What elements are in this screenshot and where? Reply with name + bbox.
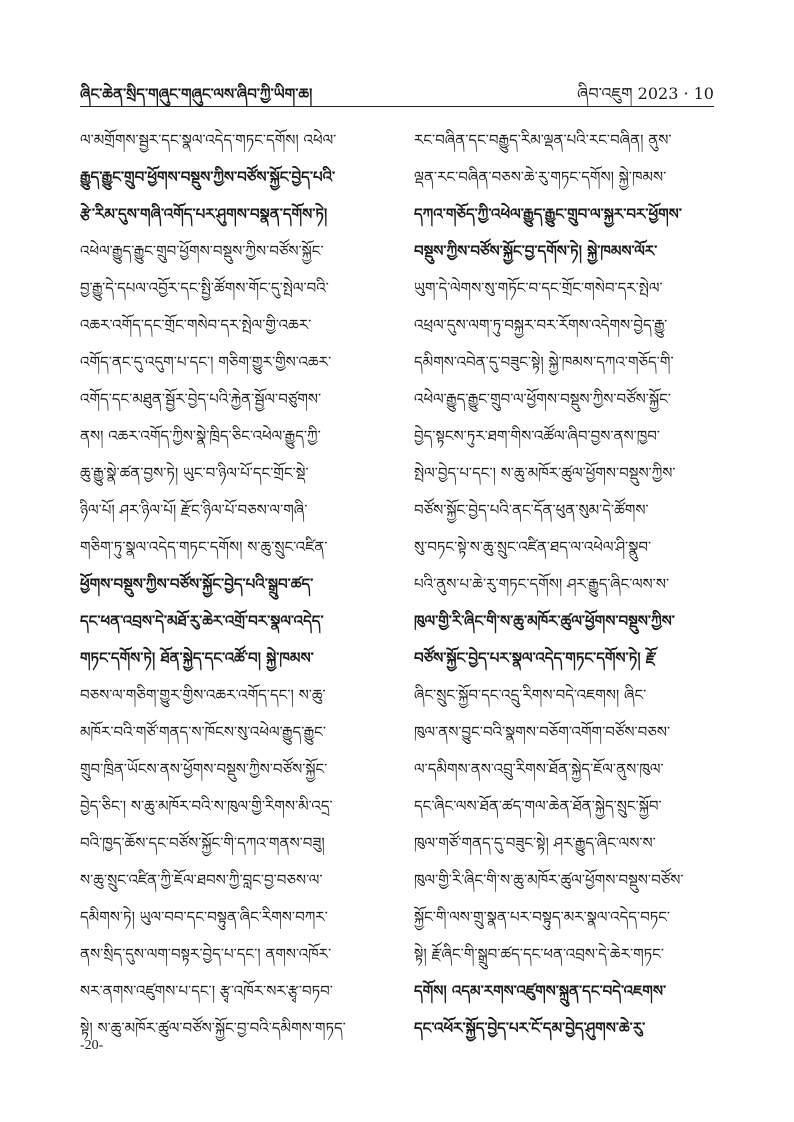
text-line: འགོད་ནང་དུ་འདུག་པ་དང་། གཅིག་གྱུར་གྱིས་འཆར་	[80, 353, 332, 371]
running-title: ཞིང་ཆེན་སྲིད་གཞུང་གཞུང་ལས་ཞིབ་ཀྱི་ཡིག་ཆ།	[80, 85, 313, 103]
text-line: སར་ནགས་འཛུགས་པ་དང་། རྩྭ་འཁོར་སར་རྩྭ་བཏབ་	[80, 982, 333, 1000]
text-line: བྱེད་ཅིང་། ས་ཆུ་མཁོར་བའི་ས་ཁུལ་གྱི་རིགས་མི་འདྲ་	[80, 797, 333, 815]
text-line: པའི་ནུས་པ་ཆེ་རུ་གཏང་དགོས། ཤར་རྒྱུད་ཞིང་ལས་ས་	[414, 575, 670, 593]
text-line: བྱ་རྒྱུ་དེ་དཔལ་འབྱོར་དང་སྤྱི་ཚོགས་གོང་དུ་སྤེལ་བའི་	[80, 279, 329, 297]
text-line: གཅིག་ཏུ་སྣལ་འདེད་གཏང་དགོས། ས་ཆུ་སྲུང་འཛིན་	[80, 538, 328, 556]
page-number: -20-	[80, 1038, 104, 1053]
text-line: ཁུལ་གྱི་རི་ཞིང་གི་ས་ཆུ་མཁོར་ཚུལ་ཕྱོགས་བསྡུས་བཙོས་	[414, 871, 684, 889]
text-line: ནས། འཆར་འགོད་ཀྱིས་སྣེ་ཁྲིད་ཅིང་འཕེལ་རྒྱུད་ཀྱི་	[80, 427, 321, 445]
text-line: དཀའ་གཅོད་ཀྱི་འཕེལ་རྒྱུད་རྒྱུང་གྲུབ་ལ་སྐྱར་བར་ཕྱོགས་	[414, 205, 682, 223]
text-line: ལ་དམིགས་ནས་འབྲུ་རིགས་ཐོན་སྐྱེད་ཇོལ་ནུས་ཁུལ་	[414, 760, 664, 778]
text-line: གྲུབ་ཁྲིན་ཡོངས་ནས་ཕྱོགས་བསྡུས་ཀྱིས་བཙོས་སྐྱོང་	[80, 760, 328, 778]
text-line: དང་འཕོར་སྐྱོད་བྱེད་པར་ངོ་དམ་བྱེད་ཤུགས་ཆེ་རུ་	[414, 1019, 646, 1037]
text-line: ཕྱོགས་བསྡུས་ཀྱིས་བཙོས་སྐྱོང་བྱེད་པའི་སྒྲུབ་ཚད་	[80, 575, 314, 593]
text-line: རྒྱུད་རྒྱུང་གྲུབ་ཕྱོགས་བསྡུས་ཀྱིས་བཙོས་སྐྱོང་བྱེད་པའི་	[80, 168, 336, 186]
text-line: དམིགས་ཏེ། ཡུལ་བབ་དང་བསྟུན་ཞིང་རིགས་བཀར་	[80, 908, 328, 926]
text-line: དམིགས་འབེན་དུ་བཟུང་སྟེ། སྐྱེ་ཁམས་དཀའ་གཅོད་གི་	[414, 353, 674, 371]
text-line: རྩེ་རིམ་དུས་གཞི་འགོད་པར་ཤུགས་བསྣན་དགོས་ཏེ།	[80, 205, 328, 223]
text-line: བྱེད་སྟངས་ཏུར་ཐག་གིས་འཚོལ་ཞིབ་བྱས་ནས་ཁྱབ་	[414, 427, 661, 445]
left-text-column	[80, 122, 380, 1047]
text-line: ཞིང་སྲུང་སྐྱོབ་དང་འདྲུ་རིགས་བདེ་འཇགས། ཞིང་	[414, 686, 647, 704]
text-line: རང་བཞིན་དང་བརྒྱུད་རིམ་ལྡན་པའི་རང་བཞིན། ནུས་	[414, 131, 672, 149]
text-line: དགོས། འདམ་རགས་འཛུགས་སྐྲུན་དང་བདེ་འཇགས་	[414, 982, 667, 1000]
running-header	[80, 72, 714, 106]
text-line: སྟེ། ས་ཆུ་མཁོར་ཚུལ་བཙོས་སྐྱོང་བྱ་བའི་དམིགས་གཏད་	[80, 1019, 346, 1037]
text-line: ཉིལ་པོ། ཤར་ཉིལ་པོ། རྫོང་ཉིལ་པོ་བཅས་ལ་གཞི་	[80, 501, 308, 519]
issue-label: ཞིབ་འཇུག 2023 · 10	[577, 84, 714, 103]
text-line: སྐྱོང་གི་ལས་གྲུ་སྣན་པར་བསྟུད་མར་སྣལ་འདེད་བཏང་	[414, 908, 671, 926]
text-line: འཕྲལ་དུས་ལག་ཏུ་བསྐྱར་བར་རོགས་འདེགས་བྱེད་རྒྱུ་	[414, 316, 668, 334]
text-line: འགོད་དང་མཐུན་སྦྱོར་བྱེད་པའི་རྐྱེན་སྦྱོལ་བཙུགས་	[80, 390, 322, 408]
text-line: དང་ཞིང་ལས་ཐོན་ཚད་གལ་ཆེན་ཐོན་སྐྱེད་སྲུང་སྐྱོབ་	[414, 797, 662, 815]
text-line: ཆུ་རྒྱུ་སྣེ་ཚན་བྱས་ཏེ། ཡུང་བ་ཉིལ་པོ་དང་གྲོང་སྡེ་	[80, 464, 309, 482]
text-line: འཆར་འགོད་དང་གྲོང་གསེབ་དར་སྤེལ་གྱི་འཆར་	[80, 316, 312, 334]
text-line: བའི་ཁྱད་ཆོས་དང་བཙོས་སྐྱོང་གི་དཀའ་གནས་བཟུ།	[80, 834, 325, 852]
text-line: ལ་མགྲོགས་སྦྱར་དང་སྣལ་འདེད་གཏང་དགོས། འཕེལ་	[80, 131, 337, 149]
text-line: འཕེལ་རྒྱུད་རྒྱུང་གྲུབ་ཕྱོགས་བསྡུས་ཀྱིས་བཙོས་སྐྱོང་	[80, 242, 324, 260]
text-line: ཁུལ་གྱི་རི་ཞིང་གི་ས་ཆུ་མཁོར་ཚུལ་ཕྱོགས་བསྡུས་ཀྱིས་	[414, 612, 675, 630]
text-line: བཙོས་སྐྱོང་བྱེད་པར་སྣལ་འདེད་གཏང་དགོས་ཏེ། རྗོ་	[414, 649, 657, 667]
header-rule	[80, 106, 714, 107]
text-line: བསྡུས་ཀྱིས་བཙོས་སྐྱོང་བྱ་དགོས་ཏེ། སྐྱེ་ཁམས་ལོར་	[414, 242, 658, 260]
text-line: བཅས་ལ་གཅིག་གྱུར་གྱིས་འཆར་འགོད་དང་། ས་ཆུ་	[80, 686, 326, 704]
text-line: དང་ཕན་འབྲས་དེ་མཐོ་རུ་ཆེར་འགྲོ་བར་སྣལ་འདེད་	[80, 612, 324, 630]
text-line: ལྡན་རང་བཞིན་བཅས་ཆེ་རུ་གཏང་དགོས། སྐྱེ་ཁམས་	[414, 168, 667, 186]
text-line: སུ་བཏང་སྟེ་ས་ཆུ་སྲུང་འཛིན་ཐད་ལ་འཕེལ་ཤི་སྣུབ་	[414, 538, 652, 556]
text-line: བཙོས་སྐྱོང་བྱེད་པའི་ནང་དོན་ཕུན་སུམ་དེ་ཚོགས་	[414, 501, 649, 519]
text-line: མཁོར་བའི་གཙོ་གནད་ས་ཁོངས་སུ་འཕེལ་རྒྱུད་རྒྱུང་	[80, 723, 326, 741]
text-line: སྤེལ་བྱེད་པ་དང་། ས་ཆུ་མཁོར་ཚུལ་ཕྱོགས་བསྡུས་ཀྱིས་	[414, 464, 676, 482]
text-line: ཁུལ་གཙོ་གནད་དུ་བཟུང་སྟེ། ཤར་རྒྱུད་ཞིང་ལས་ས་	[414, 834, 656, 852]
text-line: གཏང་དགོས་ཏེ། ཐོན་སྐྱེད་དང་འཚོ་བ། སྐྱེ་ཁམས་	[80, 649, 314, 667]
text-line: ཡུག་དེ་ལེགས་སུ་གཏོང་བ་དང་གྲོང་གསེབ་དར་སྤེལ་	[414, 279, 663, 297]
text-line: སྟེ། རྗོ་ཞིང་གི་སྒྲུབ་ཚད་དང་ཕན་འབྲས་དེ་ཆེར་གཏང་	[414, 945, 664, 963]
text-line: ནས་སྲིད་དུས་ལག་བསྟར་བྱེད་པ་དང་། ནགས་འཁོར་	[80, 945, 332, 963]
text-line: འཕེལ་རྒྱུད་རྒྱུང་གྲུབ་ལ་ཕྱོགས་བསྡུས་ཀྱིས་བཙོས་སྐྱོང་	[414, 390, 671, 408]
right-text-column	[414, 122, 714, 1047]
text-line: ཁུལ་ནས་བྱུང་བའི་སྣགས་བཅོག་འགོག་བཙོས་བཅས་	[414, 723, 671, 741]
text-line: ས་ཆུ་སྲུང་འཛིན་ཀྱི་ཇོལ་ཐབས་ཀྱི་བླང་བྱ་བཅས་ལ་	[80, 871, 323, 889]
